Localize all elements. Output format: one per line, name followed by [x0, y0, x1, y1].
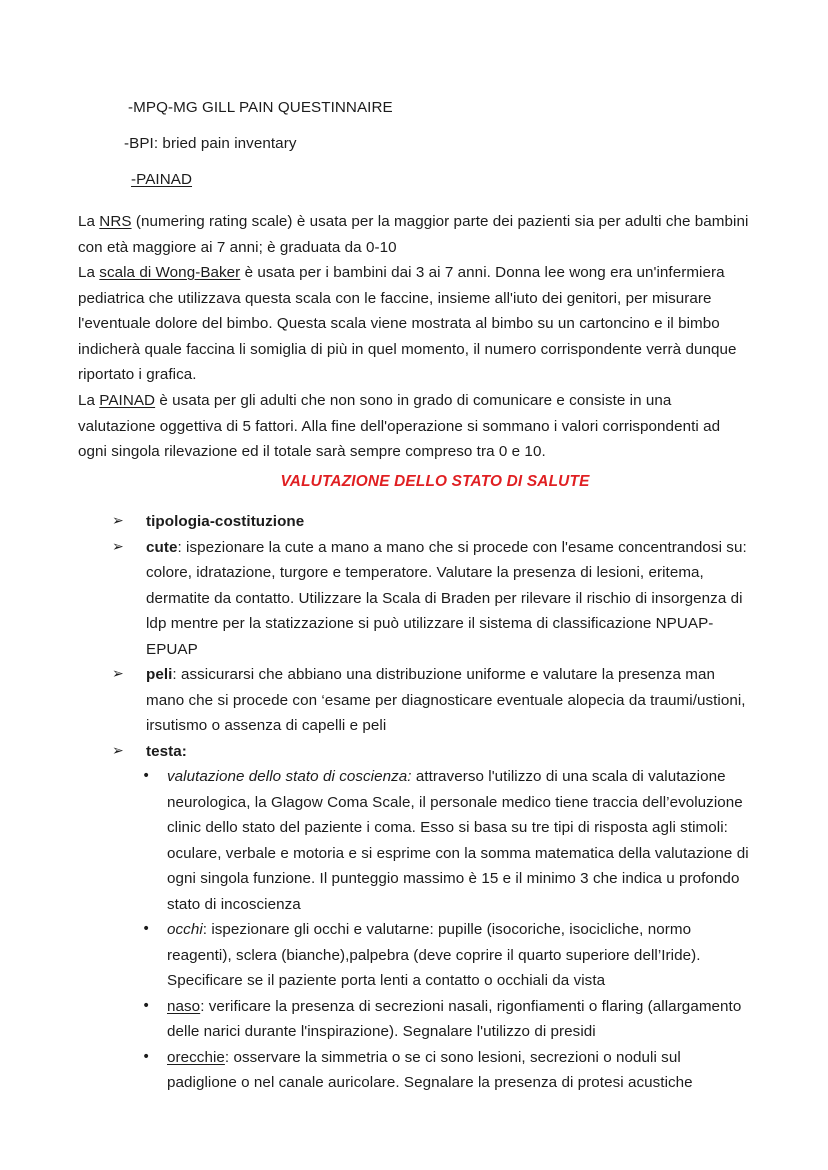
list-item-tipologia-label: tipologia-costituzione — [146, 513, 305, 530]
dot-bullet-icon: • — [142, 768, 151, 784]
paragraph-nrs-wrap — [78, 209, 752, 260]
arrow-bullet-icon: ➢ — [112, 666, 124, 682]
sublist-item-coscienza-body: attraverso l'utilizzo di una scala di valutazione neurologica, la Glagow Coma Scale, il personale medico tiene traccia dell’evoluzione clinic dello stato del paziente i coma. Esso si basa su tre tipi di risposta agli stimoli: oculare, verbale e motoria e si esprime con la somma matematica della valutazione di ogni singola funzione. Il punteggio massimo è 15 e il minimo 3 che indica u profondo stato di incoscienza — [167, 768, 749, 913]
dot-bullet-icon: • — [142, 921, 151, 937]
paragraph-painad-prefix: La — [78, 392, 100, 409]
paragraph-painad-rest: è usata per gli adulti che non sono in grado di comunicare e consiste in una valutazione oggettiva di 5 fattori. Alla fine dell'operazione si sommano i valori corrispondenti ad ogni singola rilevazione ed il totale sarà sempre compreso tra 0 e 10. — [78, 392, 721, 460]
intro-line-painad — [131, 171, 192, 189]
sublist-item-occhi-body: : ispezionare gli occhi e valutarne: pupille (isocoriche, isocicliche, normo reagenti), sclera (bianche),palpebra (deve coprire il quarto superiore dell’Iride). Specificare se il paziente porta lenti a contatto o occhiali da vista — [167, 921, 701, 989]
intro-line-mpq — [128, 99, 393, 117]
paragraph-wong-baker-prefix: La — [78, 264, 100, 281]
list-item-cute-body: : ispezionare la cute a mano a mano che si procede con l'esame concentrandosi su: colore, idratazione, turgore e temperatore. Valutare la presenza di lesioni, eritema, dermatite da contatto. Utilizzare la Scala di Braden per rilevare il rischio di insorgenza di ldp mentre per la statizzazione si può utilizzare il sistema di classificazione NPUAP-EPUAP — [146, 538, 747, 658]
list-item-testa-label: testa: — [146, 742, 187, 760]
list-item-peli[interactable] — [112, 662, 752, 739]
health-assessment-list — [112, 509, 752, 1096]
list-item-peli-body: : assicurarsi che abbiano una distribuzione uniforme e valutare la presenza man mano che si procede con ‘esame per diagnosticare eventuale alopecia da traumi/ustioni, irsutismo o assenza di capelli e peli — [146, 666, 746, 734]
dot-bullet-icon: • — [142, 997, 151, 1014]
paragraph-wong-baker — [78, 260, 752, 388]
testa-sublist-wrap — [134, 764, 752, 1096]
intro-line-mpq-text: -MPQ-MG GILL PAIN QUESTINNAIRE — [128, 99, 393, 116]
paragraph-wong-baker-rest: è usata per i bambini dai 3 ai 7 anni. Donna lee wong era un'infermiera pediatrica che utilizzava questa scala con le faccine, insieme all'iuto dei genitori, per misurare l'eventuale dolore del bimbo. Questa scala viene mostrata al bimbo su un cartoncino e il bimbo indicherà quale faccina li somiglia di più in quel momento, il numero corrispondente verrà dunque riportato i grafica. — [78, 264, 737, 383]
list-item-cute[interactable] — [112, 535, 752, 663]
paragraph-nrs — [78, 209, 752, 260]
paragraph-painad — [78, 388, 752, 465]
sublist-item-naso-body: : verificare la presenza di secrezioni nasali, rigonfiamenti o flaring (allargamento delle narici durante l'inspirazione). Segnalare l'utilizzo di presidi — [167, 997, 742, 1040]
sublist-item-coscienza[interactable] — [134, 764, 752, 917]
section-heading: VALUTAZIONE DELLO STATO DI SALUTE — [280, 473, 590, 490]
sublist-item-orecchie-body: : osservare la simmetria o se ci sono lesioni, secrezioni o noduli sul padiglione o nel canale auricolare. Segnalare la presenza di protesi acustiche — [167, 1048, 693, 1091]
intro-line-painad-text: -PAINAD — [131, 171, 193, 188]
arrow-bullet-icon: ➢ — [112, 538, 124, 555]
paragraph-painad-wrap — [78, 388, 752, 465]
intro-line-bpi — [124, 135, 297, 153]
sublist-item-naso-label: naso — [167, 997, 201, 1015]
list-item-testa[interactable] — [112, 739, 752, 765]
paragraph-nrs-term: NRS — [99, 213, 132, 230]
dot-bullet-icon: • — [142, 1048, 151, 1065]
arrow-bullet-icon: ➢ — [112, 742, 124, 759]
paragraph-painad-term: PAINAD — [99, 392, 156, 409]
section-heading-wrap — [78, 473, 752, 491]
paragraph-nrs-rest: (numering rating scale) è usata per la maggior parte dei pazienti sia per adulti che bambini con età maggiore ai 7 anni; è graduata da 0-10 — [78, 213, 749, 256]
sublist-item-coscienza-label: valutazione dello stato di coscienza: — [167, 768, 412, 785]
paragraph-wong-baker-term: scala di Wong-Baker — [99, 264, 241, 281]
paragraph-wong-baker-wrap — [78, 260, 752, 388]
intro-line-bpi-text: -BPI: bried pain inventary — [124, 135, 297, 152]
sublist-item-orecchie[interactable] — [134, 1045, 752, 1096]
arrow-bullet-icon: ➢ — [112, 513, 124, 529]
sublist-item-orecchie-label: orecchie — [167, 1048, 225, 1066]
sublist-item-occhi-label: occhi — [167, 921, 203, 938]
list-item-cute-label: cute — [146, 538, 178, 556]
paragraph-nrs-prefix: La — [78, 213, 100, 230]
list-item-tipologia[interactable] — [112, 509, 752, 535]
list-item-peli-label: peli — [146, 666, 173, 683]
testa-sublist — [134, 764, 752, 1096]
health-assessment-list-wrap — [112, 509, 752, 1096]
sublist-item-occhi[interactable] — [134, 917, 752, 994]
sublist-item-naso[interactable] — [134, 994, 752, 1045]
